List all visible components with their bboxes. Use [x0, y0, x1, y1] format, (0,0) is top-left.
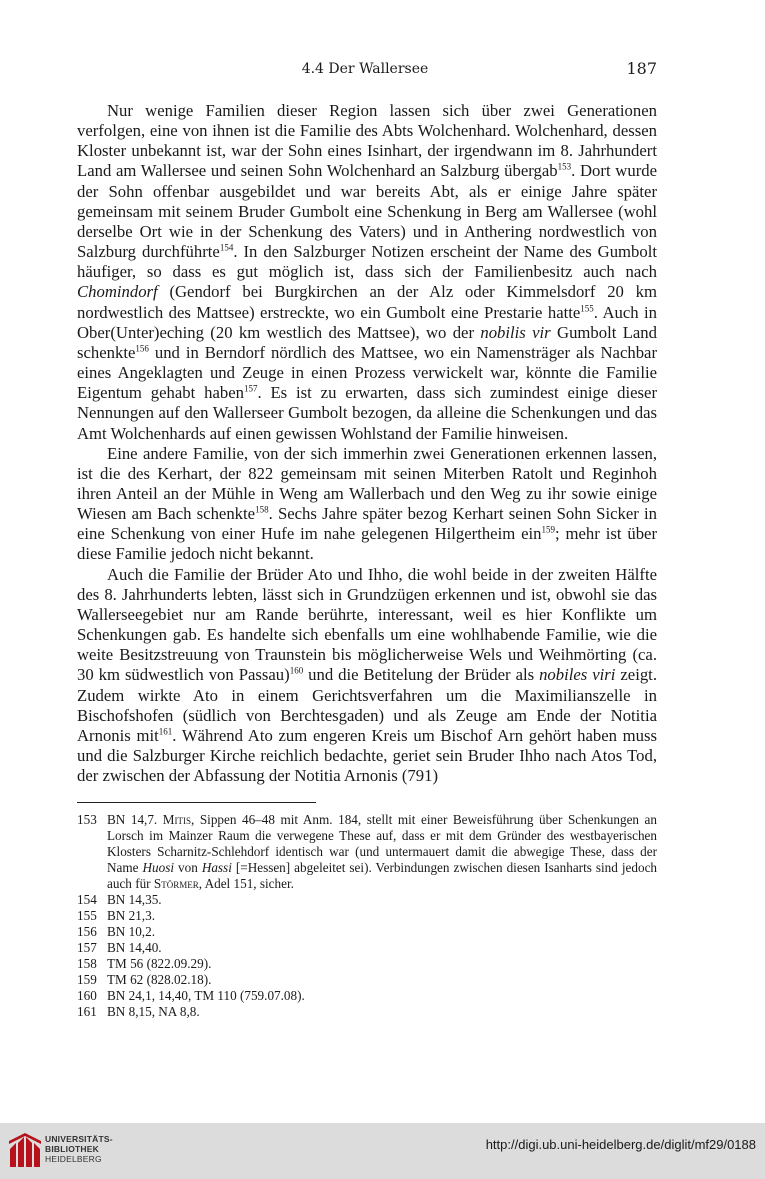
italic-term: nobiles viri: [539, 665, 616, 685]
footnote: [77, 908, 657, 924]
footnote-number: 158: [77, 956, 97, 971]
logo-line-2: BIBLIOTHEK: [45, 1144, 99, 1154]
author-name: Mitis: [162, 812, 191, 827]
text-run: und in Berndorf nördlich des Mattsee, wo ein Namensträger als Nachbar eines Angeklagten und Zeuge in einen Prozess verwickelt war, könnte die Familie Eigentum gehabt haben: [77, 342, 657, 403]
footnote-text: [107, 908, 657, 924]
footnote-reference: 156: [135, 343, 149, 354]
footnote-reference: 155: [580, 303, 594, 313]
text-run: Nur wenige Familien dieser Region lassen sich über zwei Generationen verfolgen, eine von ihnen ist die Familie des Abts Wolchenhard. Wolchenhard, dessen Kloster unbekannt ist, war der Sohn eines Isinhart, der irgendwann im 8. Jahrhundert Land am Wallersee und seinen Sohn Wolchenhard an Salzburg übergab: [77, 101, 657, 181]
italic-term: Chomindorf: [77, 282, 158, 302]
paragraph: [77, 444, 657, 565]
italic-term: Huosi: [142, 860, 175, 875]
footnote: [77, 812, 657, 892]
footnote: [77, 940, 657, 956]
footnote-text: [107, 988, 657, 1004]
footnote-text: [107, 940, 657, 956]
text-run: BN 14,40.: [107, 940, 162, 955]
text-run: zeigt. Zudem wirkte Ato in einem Gerichtsverfahren um die Maximilianszelle in Bischofshofen (südlich von Berchtesgaden) und als Zeuge am Ende der Notitia Arnonis mit: [77, 665, 657, 745]
text-run: und die Betitelung der Brüder als: [303, 665, 540, 685]
footnote-reference: 158: [255, 504, 269, 515]
text-run: BN 14,35.: [107, 892, 162, 907]
text-run: BN 24,1, 14,40, TM 110 (759.07.08).: [107, 988, 305, 1003]
footnote-reference: 153: [557, 161, 572, 172]
footnote-text: [107, 972, 657, 988]
text-run: ; mehr ist über diese Familie jedoch nicht bekannt.: [77, 524, 657, 564]
text-run: Gumbolt Land schenkte: [77, 322, 657, 362]
footnote-reference: 154: [219, 242, 234, 253]
footnote-reference: 160: [289, 665, 304, 676]
text-run: . Sechs Jahre später bezog Kerhart seinen Sohn Sicker in eine Schenkung von einer Hufe im nahe gelegenen Hilgertheim ein: [77, 504, 657, 544]
italic-term: nobilis vir: [480, 322, 551, 342]
text-run: TM 62 (828.02.18).: [107, 972, 212, 987]
footnote-number: 156: [77, 924, 97, 939]
text-run: . Dort wurde der Sohn offenbar ausgebildet und war bereits Abt, als er einige Jahre später gemeinsam mit seinem Bruder Gumbolt eine Schenkung in Berg am Wallersee (wohl derselbe Ort wie in der Schenkung des Vaters) und in Anthering nordwestlich von Salzburg durchführte: [77, 161, 658, 262]
footnote-text: [107, 1004, 657, 1020]
footnote-number: 159: [77, 972, 97, 987]
footnote: [77, 892, 657, 908]
text-run: Eine andere Familie, von der sich immerhin zwei Generationen erkennen lassen, ist die des Kerhart, der 822 gemeinsam mit seinen Miterben Ratolt und Reginhoh ihren Anteil an der Mühle in Weng am Wallerbach und den Weg zu ihr sowie einige Wiesen am Bach schenkte: [77, 443, 657, 524]
footnote-reference: 161: [158, 726, 173, 737]
footnote-number: 157: [77, 940, 97, 955]
footnote-number: 153: [77, 812, 97, 827]
text-run: BN 21,3.: [107, 908, 155, 923]
document-url-link[interactable]: http://digi.ub.uni-heidelberg.de/diglit/mf29/0188: [485, 1137, 756, 1152]
text-run: , Adel 151, sicher.: [198, 876, 294, 891]
text-run: (Gendorf bei Burgkirchen an der Alz oder Kimmelsdorf 20 km nordwestlich des Mattsee) erstreckte, wo ein Gumbolt eine Prestarie hatte: [77, 282, 657, 322]
footnote-reference: 157: [243, 383, 258, 394]
footnote: [77, 1004, 657, 1020]
footnote-text: [107, 812, 657, 892]
text-run: [=Hessen] abgeleitet sei). Verbindungen zwischen diesen Isanharts sind jedoch auch für: [107, 860, 658, 891]
library-logo-text: [45, 1134, 113, 1164]
text-run: BN 10,2.: [107, 924, 155, 939]
paragraph: [77, 565, 657, 787]
footnote-text: [107, 924, 657, 940]
paragraph: [77, 101, 657, 444]
library-logo-icon[interactable]: [8, 1133, 42, 1169]
footnote: [77, 956, 657, 972]
body-text: [77, 101, 657, 786]
page-header: [0, 61, 765, 81]
text-run: TM 56 (822.09.29).: [107, 956, 212, 971]
text-run: BN 14,7.: [107, 812, 163, 827]
text-run: . Es ist zu erwarten, dass sich zumindest einige dieser Nennungen auf den Wallerseer Gumbolt bezogen, da alleine die Schenkungen und das Amt Wolchenhards auf einen gewissen Wohlstand der Familie hinweisen.: [77, 383, 657, 443]
footnotes: [77, 812, 657, 1020]
page-number: 187: [626, 59, 657, 78]
footnote: [77, 972, 657, 988]
viewer-footer: [0, 1123, 765, 1179]
text-run: Auch die Familie der Brüder Ato und Ihho, die wohl beide in der zweiten Hälfte des 8. Jahrhunderts lebten, lässt sich in Grundzügen erkennen und ist, obwohl sie das Wallerseegebiet nur am Rande berührte, interessant, weil es hier Konflikte um Schenkungen gab. Es handelte sich ebenfalls um eine wohlhabende Familie, wie die weite Besitzstreuung von Traunstein bis möglicherweise Wels und Weihmörting (ca. 30 km südwestlich von Passau): [77, 564, 657, 685]
footnote-reference: 159: [541, 524, 555, 535]
text-run: . Auch in Ober(Unter)eching (20 km westlich des Mattsee), wo der: [77, 302, 657, 342]
logo-line-1: UNIVERSITÄTS-: [45, 1134, 113, 1144]
author-name: Störmer: [153, 876, 199, 891]
text-run: BN 8,15, NA 8,8.: [107, 1004, 200, 1019]
text-run: . Während Ato zum engeren Kreis um Bischof Arn gehört haben muss und die Salzburger Kirche reichlich bedachte, geriet sein Bruder Ihho nach Atos Tod, der zwischen der Abfassung der Notitia Arnonis (791): [77, 725, 657, 786]
footnote-divider: [77, 802, 316, 803]
footnote-number: 155: [77, 908, 97, 923]
footnote-number: 160: [77, 988, 97, 1003]
running-title: 4.4 Der Wallersee: [301, 61, 429, 77]
footnote-text: [107, 892, 657, 908]
italic-term: Hassi: [201, 860, 232, 875]
footnote-text: [107, 956, 657, 972]
text-run: . In den Salzburger Notizen erscheint der Name des Gumbolt häufiger, so dass es gut möglich ist, dass sich der Familienbesitz auch nach: [77, 242, 657, 282]
footnote: [77, 924, 657, 940]
footnote-number: 161: [77, 1004, 97, 1019]
text-run: von: [174, 860, 202, 875]
footnote-number: 154: [77, 892, 97, 907]
logo-line-3: HEIDELBERG: [45, 1154, 102, 1164]
footnote: [77, 988, 657, 1004]
text-run: , Sippen 46–48 mit Anm. 184, stellt mit einer Beweisführung über Schenkungen an Lorsch im Mainzer Raum die verwegene These auf, dass er mit dem Gründer des westbayerischen Klosters Scharnitz-Schlehdorf identisch war (und untermauert damit die abwegige These, dass der Name: [107, 812, 657, 875]
